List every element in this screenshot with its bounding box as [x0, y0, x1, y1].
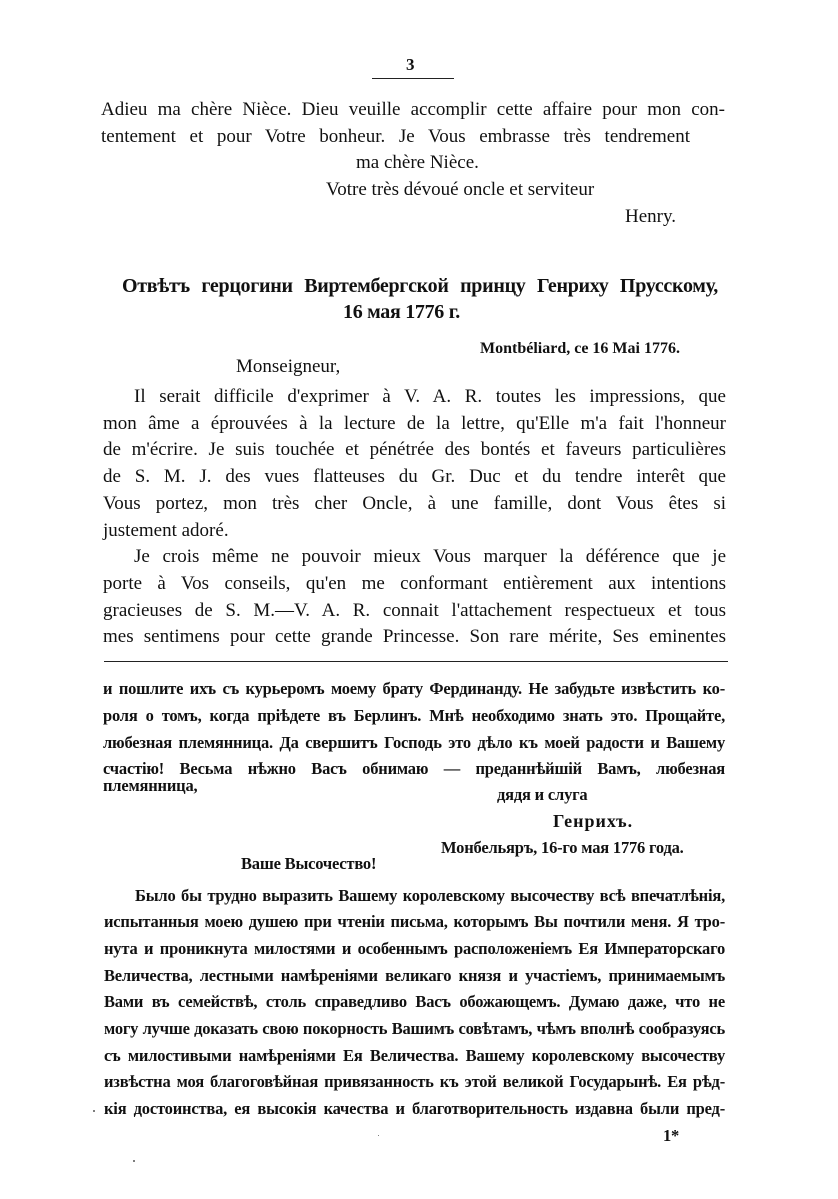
french-line: tentement et pour Votre bonheur. Je Vous embrasse très tendrement	[101, 126, 690, 147]
place-date: Montbéliard, ce 16 Mai 1776.	[480, 340, 680, 357]
page-number: 3	[406, 55, 415, 74]
russian-paragraph-line: Было бы трудно выразить Вашему королевскому высочеству всѣ впечатлѣнія,	[135, 886, 725, 905]
paragraph-line: Il serait difficile d'exprimer à V. A. R. toutes les impressions, que	[134, 386, 726, 407]
russian-salutation: Ваше Высочество!	[241, 854, 377, 873]
section-title: Отвѣтъ герцогини Виртембергской принцу Генриху Прусскому,	[122, 275, 718, 297]
closing: ma chère Nièce.	[356, 152, 479, 173]
signature: Henry.	[625, 206, 676, 227]
russian-line: любезная племянница. Да свершитъ Господь это дѣло къ моей радости и Вашему	[103, 733, 725, 752]
russian-line: счастію! Весьма нѣжно Васъ обнимаю — преданнѣйшій Вамъ, любезная племянница,	[103, 759, 725, 795]
russian-paragraph-line: извѣстна моя благоговѣйная привязанность къ этой великой Государынѣ. Ея рѣд-	[104, 1072, 725, 1091]
paragraph-line: Je crois même ne pouvoir mieux Vous marquer la déférence que je	[134, 546, 726, 567]
russian-signoff: дядя и слуга	[497, 785, 588, 804]
russian-line: и пошлите ихъ съ курьеромъ моему брату Фердинанду. Не забудьте извѣстить ко-	[103, 679, 725, 698]
paragraph-line: mes sentimens pour cette grande Princesse. Son rare mérite, Ses eminentes	[103, 626, 726, 647]
scan-speck	[378, 1135, 379, 1136]
paragraph-line: mon âme a éprouvées à la lecture de la lettre, qu'Elle m'a fait l'honneur	[103, 413, 726, 434]
paragraph-line: de S. M. J. des vues flatteuses du Gr. Duc et du tendre interêt que	[103, 466, 726, 487]
paragraph-line: gracieuses de S. M.—V. A. R. connait l'attachement respectueux et tous	[103, 600, 726, 621]
russian-paragraph-line: испытанныя моею душею при чтеніи письма, которымъ Вы почтили меня. Я тро-	[104, 912, 725, 931]
russian-paragraph-line: съ милостивыми намѣреніями Ея Величества. Вашему королевскому высочеству	[104, 1046, 725, 1065]
russian-line: роля о томъ, когда пріѣдете въ Берлинъ. Мнѣ необходимо знать это. Прощайте,	[103, 706, 725, 725]
french-line: Adieu ma chère Nièce. Dieu veuille accomplir cette affaire pour mon con-	[101, 99, 725, 120]
russian-signature: Генрихъ.	[553, 811, 634, 831]
russian-paragraph-line: Величества, лестными намѣреніями великаго князя и участіемъ, принимаемымъ	[104, 966, 725, 985]
scan-speck	[133, 1160, 135, 1162]
russian-paragraph-line: могу лучше доказать свою покорность Вашимъ совѣтамъ, чѣмъ вполнѣ сообразуясь	[104, 1019, 725, 1038]
paragraph-line: justement adoré.	[103, 520, 229, 541]
footnote-separator	[104, 661, 728, 662]
section-title-date: 16 мая 1776 г.	[343, 301, 460, 323]
paragraph-line: de m'écrire. Je suis touchée et pénétrée des bontés et faveurs particulières	[103, 439, 726, 460]
russian-place-date: Монбельяръ, 16-го мая 1776 года.	[441, 838, 684, 857]
signoff: Votre très dévoué oncle et serviteur	[326, 179, 595, 200]
salutation: Monseigneur,	[236, 356, 341, 377]
russian-paragraph-line: кія достоинства, ея высокія качества и благотворительность издавна были пред-	[104, 1099, 725, 1118]
russian-paragraph-line: Вами въ семействѣ, столь справедливо Васъ обожающемъ. Думаю даже, что не	[104, 992, 725, 1011]
paragraph-line: Vous portez, mon très cher Oncle, à une famille, dont Vous êtes si	[103, 493, 726, 514]
page-number-rule	[372, 78, 454, 79]
paragraph-line: porte à Vos conseils, qu'en me conformant entièrement aux intentions	[103, 573, 726, 594]
signature-mark: 1*	[663, 1126, 680, 1145]
scan-speck	[93, 1110, 95, 1112]
russian-paragraph-line: нута и проникнута милостями и особеннымъ расположеніемъ Ея Императорскаго	[104, 939, 725, 958]
